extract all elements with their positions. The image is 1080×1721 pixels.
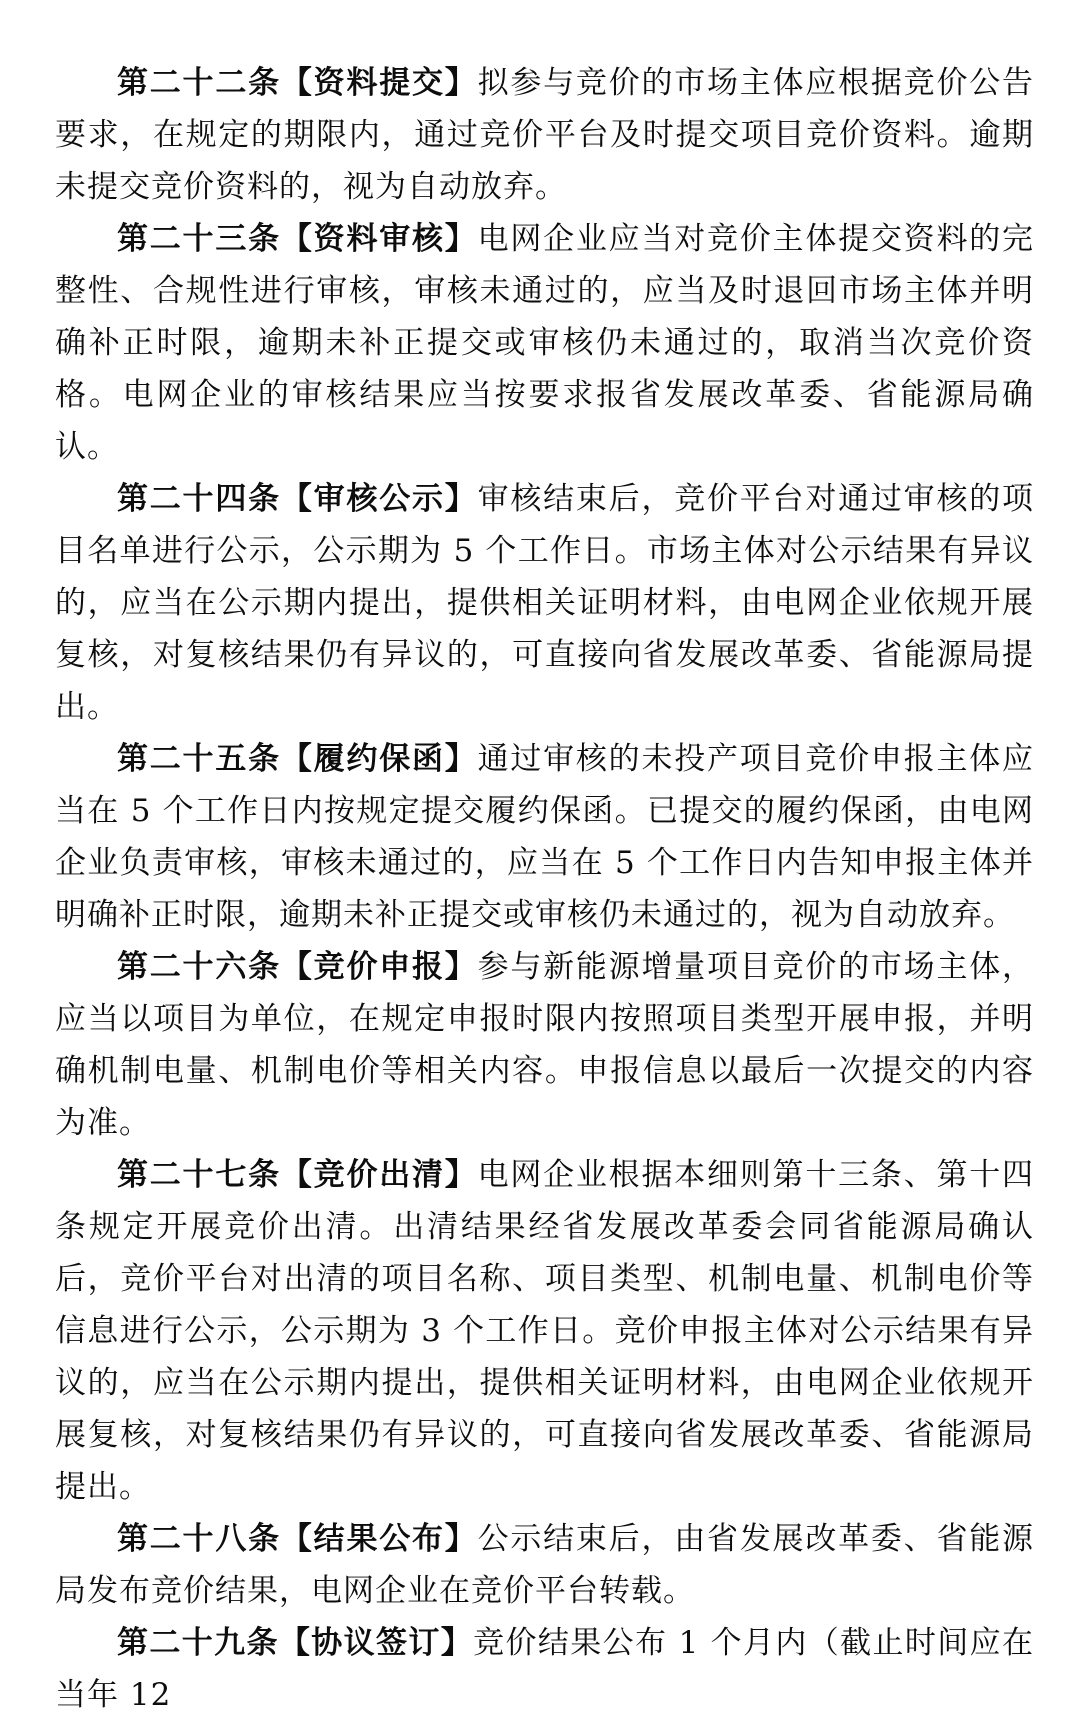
article-paragraph — [55, 733, 1034, 941]
article-body: 电网企业根据本细则第十三条、第十四条规定开展竞价出清。出清结果经省发展改革委会同省能源局确认后，竞价平台对出清的项目名称、项目类型、机制电量、机制电价等信息进行公示，公示期为 3 个工作日。竞价申报主体对公示结果有异议的，应当在公示期内提出，提供相关证明材料，由电网企业依规开展复核，对复核结果仍有异议的，可直接向省发展改革委、省能源局提出。 — [55, 1157, 1035, 1505]
article-paragraph — [55, 941, 1034, 1149]
article-heading: 第二十八条【结果公布】 — [117, 1521, 478, 1557]
article-list — [55, 57, 1034, 1721]
article-heading: 第二十五条【履约保函】 — [117, 741, 478, 777]
article-paragraph — [55, 1513, 1034, 1617]
article-heading: 第二十九条【协议签订】 — [117, 1625, 474, 1661]
article-body: 参与新能源增量项目竞价的市场主体，应当以项目为单位，在规定申报时限内按照项目类型开展申报，并明确机制电量、机制电价等相关内容。申报信息以最后一次提交的内容为准。 — [55, 949, 1035, 1141]
article-body: 通过审核的未投产项目竞价申报主体应当在 5 个工作日内按规定提交履约保函。已提交的履约保函，由电网企业负责审核，审核未通过的，应当在 5 个工作日内告知申报主体并明确补正时限，逾期未补正提交或审核仍未通过的，视为自动放弃。 — [55, 741, 1035, 933]
article-body: 公示结束后，由省发展改革委、省能源局发布竞价结果，电网企业在竞价平台转载。 — [55, 1521, 1035, 1609]
article-paragraph — [55, 1617, 1034, 1721]
article-paragraph — [55, 1149, 1034, 1513]
article-paragraph — [55, 57, 1034, 213]
article-heading: 第二十三条【资料审核】 — [117, 221, 478, 257]
article-body: 电网企业应当对竞价主体提交资料的完整性、合规性进行审核，审核未通过的，应当及时退回市场主体并明确补正时限，逾期未补正提交或审核仍未通过的，取消当次竞价资格。电网企业的审核结果应当按要求报省发展改革委、省能源局确认。 — [55, 221, 1035, 465]
article-heading: 第二十四条【审核公示】 — [117, 481, 478, 517]
article-heading: 第二十七条【竞价出清】 — [117, 1157, 478, 1193]
article-heading: 第二十六条【竞价申报】 — [117, 949, 478, 985]
article-paragraph — [55, 213, 1034, 473]
article-body: 竞价结果公布 1 个月内（截止时间应在当年 12 — [55, 1625, 1034, 1713]
article-body: 审核结束后，竞价平台对通过审核的项目名单进行公示，公示期为 5 个工作日。市场主体对公示结果有异议的，应当在公示期内提出，提供相关证明材料，由电网企业依规开展复核，对复核结果仍有异议的，可直接向省发展改革委、省能源局提出。 — [55, 481, 1035, 725]
article-paragraph — [55, 473, 1034, 733]
article-body: 拟参与竞价的市场主体应根据竞价公告要求，在规定的期限内，通过竞价平台及时提交项目竞价资料。逾期未提交竞价资料的，视为自动放弃。 — [55, 65, 1035, 205]
article-heading: 第二十二条【资料提交】 — [117, 65, 478, 101]
